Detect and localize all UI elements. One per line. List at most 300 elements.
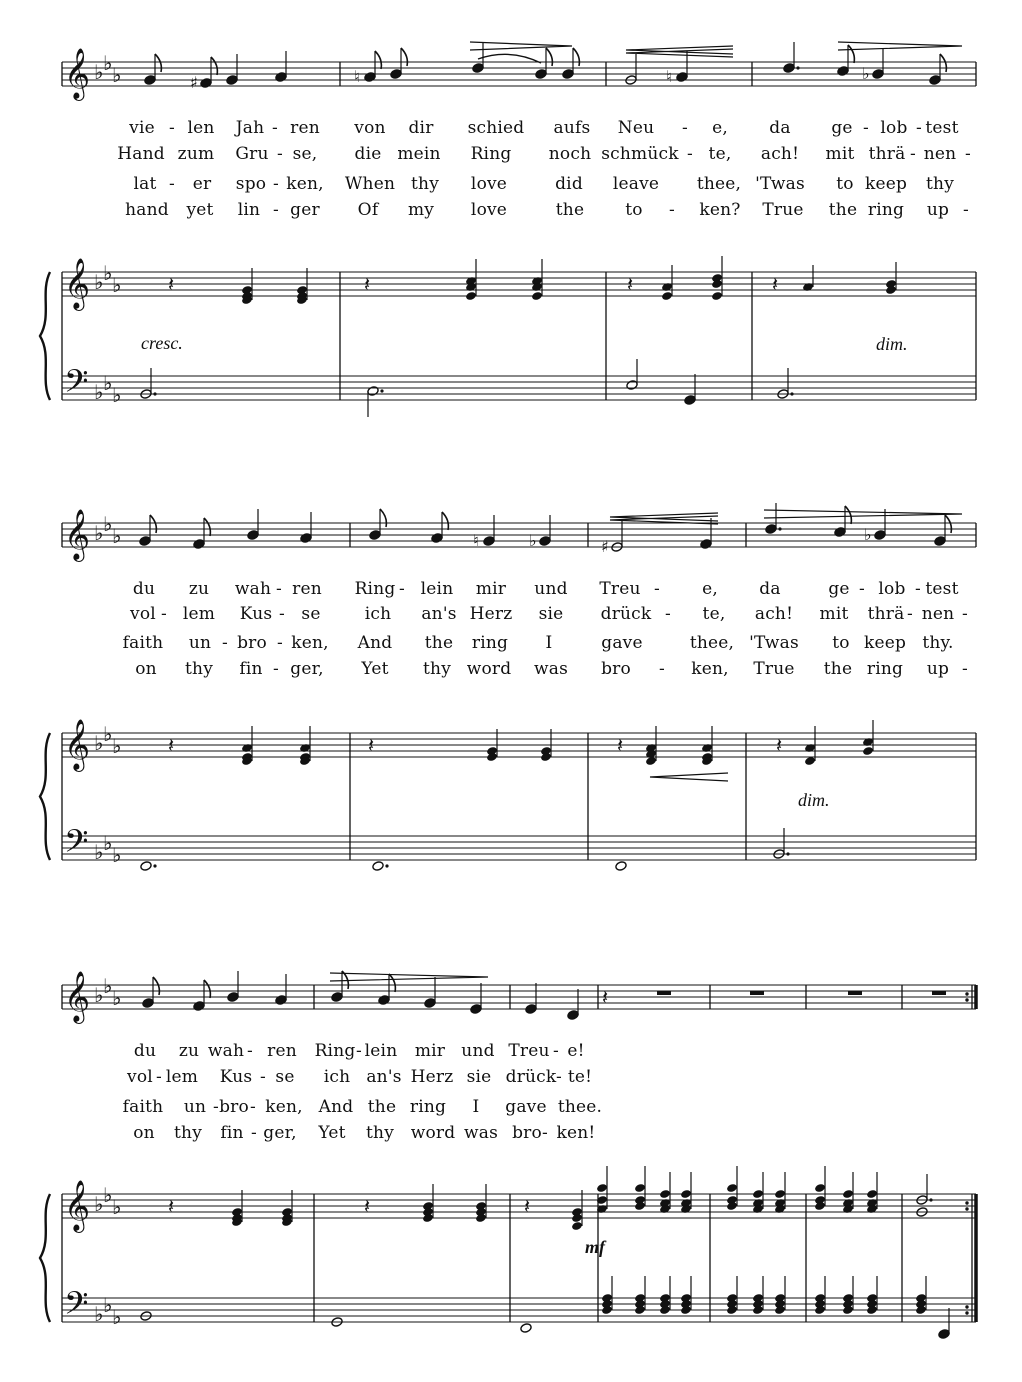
lyric: mir	[414, 1041, 446, 1061]
dynamic-marking: cresc.	[141, 333, 183, 353]
lyric: Gru	[235, 144, 269, 164]
lyric: -	[279, 604, 285, 624]
lyric: ken,	[291, 633, 329, 653]
notehead	[275, 995, 287, 1006]
notehead	[535, 69, 547, 80]
chord-notehead	[752, 1189, 764, 1199]
notehead	[934, 536, 946, 547]
treble-clef: 𝄞	[64, 1180, 91, 1231]
note	[520, 1323, 532, 1334]
lyric: mit	[819, 604, 849, 624]
lyric: du	[133, 1041, 157, 1061]
note	[783, 42, 800, 73]
repeat-dot	[965, 992, 968, 995]
chord-notehead	[804, 743, 816, 753]
accidental: ♯	[190, 73, 198, 92]
lyric: Treu	[599, 579, 641, 599]
notehead	[193, 539, 205, 550]
notehead	[142, 998, 154, 1009]
note-flag	[211, 57, 217, 75]
lyric: -	[273, 659, 279, 679]
flat-sign: ♭	[103, 831, 113, 855]
note	[369, 509, 387, 540]
lyric: te,	[702, 604, 726, 624]
lyric: -	[277, 144, 283, 164]
note-flag	[401, 48, 407, 66]
notehead	[567, 1010, 579, 1021]
whole-rest	[932, 991, 946, 995]
lyric: Herz	[469, 604, 513, 624]
decrescendo-hairpin	[838, 42, 962, 50]
lyric: thee.	[557, 1097, 603, 1117]
accidental: ♮	[354, 67, 360, 86]
augmentation-dot	[153, 864, 156, 867]
lyric: -	[553, 1041, 559, 1061]
lyric: up	[926, 659, 950, 679]
note	[535, 48, 553, 79]
lyric: Ring	[470, 144, 512, 164]
quarter-rest: 𝄽	[168, 272, 175, 296]
note-flag	[845, 506, 851, 524]
lyric: thee,	[696, 174, 742, 194]
notehead	[367, 386, 379, 397]
lyric: aufs	[553, 118, 591, 138]
lyric: word	[410, 1123, 456, 1143]
note	[140, 861, 157, 872]
notehead	[929, 75, 941, 86]
note	[539, 515, 551, 546]
notehead	[483, 536, 495, 547]
lyric: the	[424, 633, 454, 653]
lyric: thy	[411, 174, 439, 194]
lyric: vie	[129, 118, 155, 138]
chord-notehead	[241, 743, 253, 753]
lyric: ren	[290, 118, 320, 138]
augmentation-dot	[385, 864, 388, 867]
lyric: -	[247, 1041, 253, 1061]
lyric: leave	[612, 174, 660, 194]
chord-notehead	[531, 291, 543, 301]
lyric: drück	[505, 1067, 557, 1087]
lyric: And	[318, 1097, 354, 1117]
note	[470, 983, 482, 1014]
lyric: se	[301, 604, 321, 624]
lyric: fin	[220, 1123, 244, 1143]
lyric: gave	[601, 633, 643, 653]
lyric: word	[466, 659, 512, 679]
chord-notehead	[680, 1189, 692, 1199]
quarter-rest: 𝄽	[776, 733, 783, 757]
note	[275, 51, 287, 82]
notehead	[226, 75, 238, 86]
lyric: gave	[505, 1097, 547, 1117]
lyric: zu	[188, 579, 210, 599]
whole-rest	[750, 991, 764, 995]
lyric: da	[759, 579, 781, 599]
lyric: lein	[420, 579, 454, 599]
dynamic-marking: mf	[585, 1237, 605, 1257]
lyric: up	[926, 200, 950, 220]
flat-sign: ♭	[94, 380, 104, 404]
flat-sign: ♭	[94, 521, 104, 545]
piano-treble-staff	[62, 733, 976, 757]
note-flag	[204, 518, 210, 536]
note-flag	[573, 48, 579, 66]
flat-sign: ♭	[112, 843, 122, 867]
quarter-rest: 𝄽	[617, 733, 624, 757]
lyric: love	[470, 200, 508, 220]
repeat-dot	[965, 998, 968, 1001]
lyric: faith	[122, 633, 164, 653]
lyric: -	[654, 579, 660, 599]
whole-rest	[848, 991, 862, 995]
notehead	[520, 1323, 532, 1334]
note	[227, 971, 239, 1002]
lyric: thy	[174, 1123, 202, 1143]
lyric: test	[925, 579, 959, 599]
lyric: lein	[364, 1041, 398, 1061]
lyric: -	[276, 579, 282, 599]
lyric: du	[132, 579, 156, 599]
bass-clef: 𝄢	[64, 823, 89, 867]
note	[300, 512, 312, 543]
note	[872, 48, 884, 79]
lyric: 'Twas	[749, 633, 799, 653]
lyric: fin	[239, 659, 263, 679]
piano-brace	[40, 733, 50, 860]
lyric: die	[354, 144, 382, 164]
chord-notehead	[726, 1183, 738, 1193]
lyric: ach!	[754, 604, 794, 624]
decrescendo-hairpin	[764, 510, 962, 518]
lyric: 'Twas	[755, 174, 805, 194]
notehead	[372, 861, 384, 872]
notehead	[837, 66, 849, 77]
notehead	[562, 69, 574, 80]
note	[390, 48, 408, 79]
lyric: Herz	[410, 1067, 454, 1087]
note	[525, 983, 537, 1014]
notehead	[470, 1004, 482, 1015]
note	[275, 974, 287, 1005]
lyric: ge	[828, 579, 850, 599]
lyric: un	[183, 1097, 207, 1117]
chord-notehead	[661, 291, 673, 301]
flat-sign: ♭	[94, 731, 104, 755]
accidental: ♭	[862, 64, 870, 83]
lyric: bro	[219, 1097, 249, 1117]
augmentation-dot	[790, 392, 793, 395]
notehead	[626, 380, 638, 391]
lyric: e,	[712, 118, 728, 138]
decrescendo-hairpin	[330, 973, 488, 981]
notehead	[431, 533, 443, 544]
lyric: Ring	[314, 1041, 356, 1061]
lyric: thrä	[868, 144, 906, 164]
notehead	[200, 78, 212, 89]
note	[874, 509, 886, 540]
lyric: to	[836, 174, 854, 194]
lyric: -	[161, 604, 167, 624]
chord-notehead	[814, 1183, 826, 1193]
chord-notehead	[659, 1189, 671, 1199]
notehead	[139, 536, 151, 547]
lyric: keep	[863, 633, 907, 653]
lyric: ach!	[760, 144, 800, 164]
lyric: Hand	[117, 144, 165, 164]
lyric: yet	[186, 200, 214, 220]
flat-sign: ♭	[103, 261, 113, 285]
flat-sign: ♭	[94, 1192, 104, 1216]
lyric: vol	[130, 604, 156, 624]
decrescendo-hairpin	[470, 42, 572, 50]
note	[929, 54, 947, 85]
lyric: the	[367, 1097, 397, 1117]
note	[144, 54, 162, 85]
lyric: noch	[548, 144, 592, 164]
lyric: ren	[267, 1041, 297, 1061]
note	[625, 54, 637, 85]
lyric: -	[916, 118, 922, 138]
lyric: I	[472, 1097, 480, 1117]
chord-notehead	[596, 1183, 608, 1193]
flat-sign: ♭	[112, 383, 122, 407]
flat-sign: ♭	[112, 986, 122, 1010]
lyric: did	[555, 174, 583, 194]
bass-clef: 𝄢	[64, 363, 89, 407]
lyric: on	[133, 1123, 155, 1143]
note	[247, 509, 259, 540]
notehead	[700, 539, 712, 550]
lyric: und	[534, 579, 568, 599]
flat-sign: ♭	[94, 1302, 104, 1326]
lyric: mein	[397, 144, 441, 164]
lyric: da	[769, 118, 791, 138]
note	[226, 54, 238, 85]
lyric: sie	[466, 1067, 492, 1087]
dynamic-marking: dim.	[798, 790, 830, 810]
lyric: lem	[182, 604, 216, 624]
lyric: thy	[185, 659, 213, 679]
lyric: -	[910, 144, 916, 164]
lyric: -	[356, 1041, 362, 1061]
lyric: -	[213, 1097, 219, 1117]
lyric: the	[823, 659, 853, 679]
lyric: Yet	[361, 659, 389, 679]
notehead	[765, 524, 777, 535]
quarter-rest: 𝄽	[364, 272, 371, 296]
note-flag	[442, 512, 448, 530]
lyric: ken!	[556, 1123, 596, 1143]
augmentation-dot	[153, 392, 156, 395]
notehead	[193, 1001, 205, 1012]
lyric: lat	[133, 174, 157, 194]
note-flag	[153, 977, 159, 995]
note	[372, 861, 389, 872]
lyric: faith	[122, 1097, 164, 1117]
lyric: my	[407, 200, 435, 220]
accidental: ♮	[666, 67, 672, 86]
lyric: Treu	[508, 1041, 550, 1061]
lyric: the	[828, 200, 858, 220]
notehead	[676, 72, 688, 83]
lyric: -	[156, 1067, 162, 1087]
lyric: -	[965, 144, 971, 164]
lyric: -	[169, 174, 175, 194]
lyric: Kus	[239, 604, 273, 624]
note	[684, 374, 696, 405]
quarter-rest: 𝄽	[524, 1194, 531, 1218]
lyric: e!	[567, 1041, 585, 1061]
lyric: ring	[471, 633, 509, 653]
lyric: se	[275, 1067, 295, 1087]
lyric: von	[354, 118, 386, 138]
lyric: er	[192, 174, 212, 194]
repeat-dot	[965, 1201, 968, 1204]
lyric: -	[542, 1123, 548, 1143]
flat-sign: ♭	[112, 524, 122, 548]
accidental: ♮	[473, 531, 479, 550]
lyric: vol	[127, 1067, 153, 1087]
note	[331, 971, 349, 1002]
quarter-rest: 𝄽	[602, 985, 609, 1009]
chord-notehead	[465, 291, 477, 301]
lyric: on	[135, 659, 157, 679]
note-flag	[546, 48, 552, 66]
lyric: the	[555, 200, 585, 220]
lyric: ger,	[263, 1123, 297, 1143]
notehead	[227, 992, 239, 1003]
lyric: -	[687, 144, 693, 164]
lyric: und	[461, 1041, 495, 1061]
lyric: -	[669, 200, 675, 220]
lyric: wah	[234, 579, 272, 599]
augmentation-dot	[786, 852, 789, 855]
lyric: -	[682, 118, 688, 138]
chord-notehead	[862, 746, 874, 756]
lyric: keep	[864, 174, 908, 194]
lyric: ge	[831, 118, 853, 138]
lyric: thee,	[689, 633, 735, 653]
lyric: ger	[290, 200, 320, 220]
flat-sign: ♭	[112, 734, 122, 758]
note-flag	[389, 974, 395, 992]
lyric: ken,	[265, 1097, 303, 1117]
lyric: ken?	[699, 200, 741, 220]
note	[916, 1174, 933, 1205]
notehead	[472, 63, 484, 74]
lyric: thy	[926, 174, 954, 194]
accidental: ♭	[529, 531, 537, 550]
treble-clef: 𝄞	[64, 48, 91, 99]
note	[777, 368, 794, 399]
notehead	[369, 530, 381, 541]
note	[140, 368, 157, 399]
lyric: to	[832, 633, 850, 653]
augmentation-dot	[796, 66, 799, 69]
note-flag	[204, 980, 210, 998]
flat-sign: ♭	[103, 51, 113, 75]
lyric: love	[470, 174, 508, 194]
notehead	[874, 530, 886, 541]
lyric: lob	[878, 579, 906, 599]
piano-bass-staff	[62, 836, 976, 860]
lyric: -	[250, 1097, 256, 1117]
flat-sign: ♭	[103, 1293, 113, 1317]
lyric: -	[399, 579, 405, 599]
flat-sign: ♭	[103, 1183, 113, 1207]
note	[139, 515, 157, 546]
lyric: -	[273, 174, 279, 194]
piano-bass-staff	[62, 1298, 976, 1322]
notehead	[331, 992, 343, 1003]
notehead	[364, 72, 376, 83]
whole-rest	[657, 991, 671, 995]
notehead	[615, 861, 627, 872]
lyric: -	[260, 1067, 266, 1087]
lyric: dir	[408, 118, 434, 138]
lyric: thrä	[867, 604, 905, 624]
dynamic-marking: dim.	[876, 334, 908, 354]
piano-bass-staff	[62, 376, 976, 400]
lyric: lin	[237, 200, 261, 220]
flat-sign: ♭	[103, 371, 113, 395]
piano-brace	[40, 1194, 50, 1322]
lyric: thy.	[922, 633, 954, 653]
lyric: ken,	[691, 659, 729, 679]
lyric: thy	[423, 659, 451, 679]
lyric: to	[625, 200, 643, 220]
flat-sign: ♭	[94, 983, 104, 1007]
note	[483, 515, 495, 546]
lyric: te!	[567, 1067, 593, 1087]
lyric: ich	[364, 604, 392, 624]
notehead	[539, 536, 551, 547]
note-flag	[945, 515, 951, 533]
lyric: zu	[178, 1041, 200, 1061]
repeat-dot	[965, 1305, 968, 1308]
lyric: an's	[421, 604, 457, 624]
lyric: Ring	[354, 579, 396, 599]
lyric: hand	[125, 200, 169, 220]
lyric: -	[222, 633, 228, 653]
note	[938, 1308, 950, 1339]
lyric: nen	[923, 144, 957, 164]
lyric: zum	[177, 144, 215, 164]
note	[611, 521, 623, 552]
chord-notehead	[661, 282, 673, 292]
lyric: -	[277, 633, 283, 653]
notehead	[247, 530, 259, 541]
lyric: un	[188, 633, 212, 653]
lyric: mir	[475, 579, 507, 599]
note-flag	[380, 509, 386, 527]
lyric: Jah	[235, 118, 265, 138]
lyric: bro	[601, 659, 631, 679]
bass-clef: 𝄢	[64, 1285, 89, 1329]
notehead	[525, 1004, 537, 1015]
lyric: schmück	[601, 144, 679, 164]
lyric: -	[859, 579, 865, 599]
lyric: ring	[409, 1097, 447, 1117]
lyric: mit	[825, 144, 855, 164]
quarter-rest: 𝄽	[368, 733, 375, 757]
note	[562, 48, 580, 79]
notehead	[144, 75, 156, 86]
note-flag	[848, 45, 854, 63]
note	[431, 512, 449, 543]
treble-clef: 𝄞	[64, 971, 91, 1022]
